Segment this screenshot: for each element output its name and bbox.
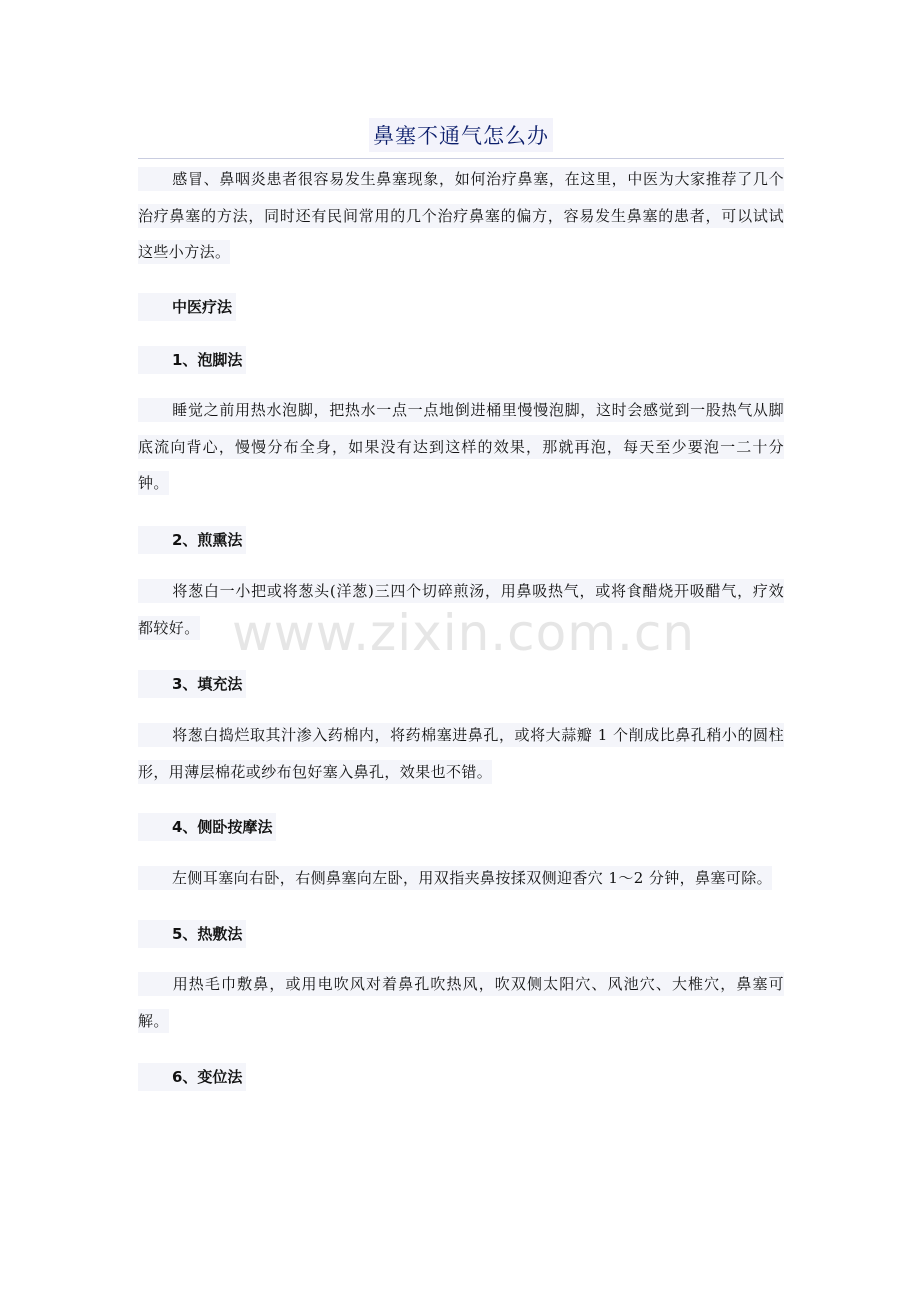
method-heading-3: 3、填充法 [138,670,246,698]
method-heading-4: 4、侧卧按摩法 [138,813,276,841]
title-divider [138,158,784,159]
method-text-4: 左侧耳塞向右卧，右侧鼻塞向左卧，用双指夹鼻按揉双侧迎香穴 1～2 分钟，鼻塞可除。 [172,869,773,887]
watermark: www.zixin.com.cn [232,604,696,662]
method-heading-5: 5、热敷法 [138,920,246,948]
method-paragraph-3 [138,717,784,790]
method-text-3: 将葱白捣烂取其汁渗入药棉内，将药棉塞进鼻孔，或将大蒜瓣 1 个削成比鼻孔稍小的圆柱形，用薄层棉花或纱布包好塞入鼻孔，效果也不错。 [138,726,784,781]
method-heading-1: 1、泡脚法 [138,346,246,374]
intro-paragraph [138,161,784,271]
section-heading: 中医疗法 [138,293,236,321]
method-text-5: 用热毛巾敷鼻，或用电吹风对着鼻孔吹热风，吹双侧太阳穴、风池穴、大椎穴，鼻塞可解。 [138,975,784,1030]
method-paragraph-2 [138,573,784,646]
method-text-1: 睡觉之前用热水泡脚，把热水一点一点地倒进桶里慢慢泡脚，这时会感觉到一股热气从脚底流向背心，慢慢分布全身，如果没有达到这样的效果，那就再泡，每天至少要泡一二十分钟。 [138,401,784,492]
intro-text: 感冒、鼻咽炎患者很容易发生鼻塞现象，如何治疗鼻塞，在这里，中医为大家推荐了几个治疗鼻塞的方法，同时还有民间常用的几个治疗鼻塞的偏方，容易发生鼻塞的患者，可以试试这些小方法。 [138,170,784,261]
method-paragraph-1 [138,392,784,502]
method-paragraph-4 [138,860,784,897]
method-heading-2: 2、煎熏法 [138,526,246,554]
method-text-2: 将葱白一小把或将葱头(洋葱)三四个切碎煎汤，用鼻吸热气，或将食醋烧开吸醋气，疗效都较好。 [138,582,784,637]
method-heading-6: 6、变位法 [138,1063,246,1091]
method-paragraph-5 [138,966,784,1039]
document-title: 鼻塞不通气怎么办 [369,118,553,152]
